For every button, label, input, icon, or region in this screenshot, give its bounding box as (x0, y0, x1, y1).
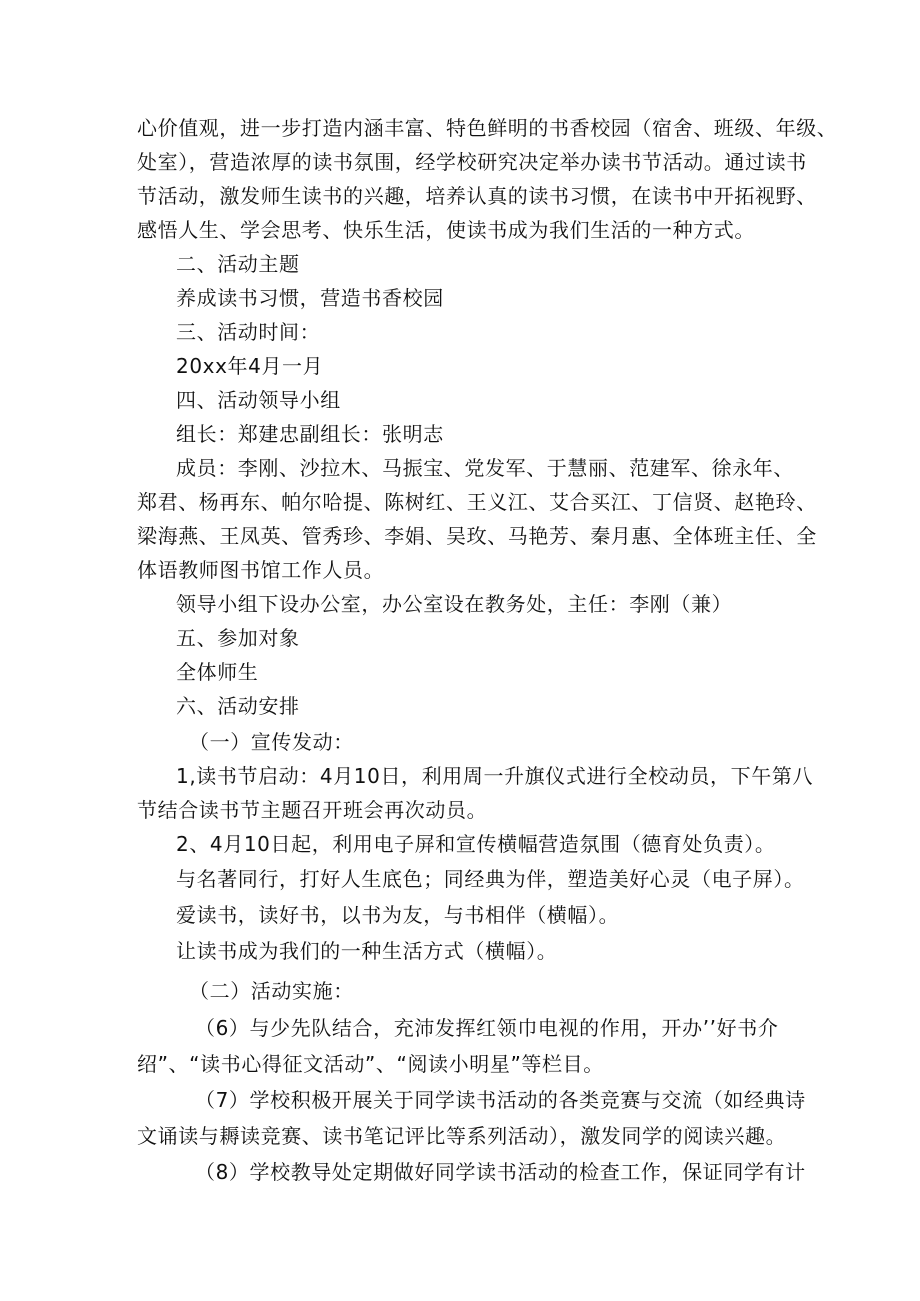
sub2-heading: （二）活动实施： (189, 979, 354, 1003)
slogan-line: 让读书成为我们的一种生活方式（横幅）。 (176, 939, 558, 963)
sub1-heading: （一）宣传发动： (189, 730, 354, 754)
sub1-item1-line: 节结合读书节主题召开班会再次动员。 (137, 798, 488, 822)
intro-line: 处室），营造浓厚的读书氛围，经学校研究决定举办读书节活动。通过读书 (137, 150, 807, 174)
section4-office: 领导小组下设办公室，办公室设在教务处，主任：李刚（兼） (176, 592, 733, 616)
section4-members-line: 成员：李刚、沙拉木、马振宝、党发军、于慧丽、范建军、徐永年、 (176, 456, 794, 480)
section2-heading: 二、活动主题 (176, 252, 300, 276)
intro-line: 心价值观，进一步打造内涵丰富、特色鲜明的书香校园（宿舍、班级、年级、 (137, 116, 838, 140)
section4-leaders: 组长：郑建忠副组长：张明志 (176, 422, 444, 446)
sub2-item6-line: 绍”、“读书心得征文活动”、“阅读小明星”等栏目。 (137, 1052, 604, 1076)
section3-text: 20xx年4月一月 (176, 354, 324, 378)
section3-heading: 三、活动时间： (176, 320, 321, 344)
section4-members-line: 郑君、杨再东、帕尔哈提、陈树红、王义江、艾合买江、丁信贤、赵艳玲、 (137, 490, 817, 514)
sub2-item6-line: （6）与少先队结合，充沛发挥红领巾电视的作用，开办’’好书介 (195, 1016, 779, 1040)
section5-heading: 五、参加对象 (176, 626, 300, 650)
intro-paragraph (137, 111, 838, 247)
section2-text: 养成读书习惯，营造书香校园 (176, 286, 444, 310)
sub1-item1-line: 1,读书节启动：4月10日，利用周一升旗仪式进行全校动员，下午第八 (176, 764, 814, 788)
sub2-item7-line: 文诵读与耨读竞赛、读书笔记评比等系列活动），激发同学的阅读兴趣。 (137, 1124, 787, 1148)
slogan-line: 爱读书，读好书，以书为友，与书相伴（横幅）。 (176, 903, 620, 927)
section4-members-line: 体语教师图书馆工作人员。 (137, 558, 385, 582)
section4-members-line: 梁海燕、王凤英、管秀珍、李娟、吴玫、马艳芳、秦月惠、全体班主任、全 (137, 524, 817, 548)
slogan-line: 与名著同行，打好人生底色；同经典为伴，塑造美好心灵（电子屏）。 (176, 867, 805, 891)
sub2-item7-line: （7）学校积极开展关于同学读书活动的各类竞赛与交流（如经典诗 (195, 1088, 806, 1112)
sections-2-4 (137, 247, 817, 723)
intro-line: 节活动，激发师生读书的兴趣，培养认真的读书习惯，在读书中开拓视野、 (137, 184, 817, 208)
section5-text: 全体师生 (176, 660, 259, 684)
sub1-item2: 2、4月10日起，利用电子屏和宣传横幅营造氛围（德育处负责）。 (176, 832, 776, 856)
intro-line: 感悟人生、学会思考、快乐生活，使读书成为我们生活的一种方式。 (137, 218, 755, 242)
sub2-item8-line: （8）学校教导处定期做好同学读书活动的检查工作，保证同学有计 (195, 1160, 806, 1184)
section4-heading: 四、活动领导小组 (176, 388, 341, 412)
sub1-section (137, 725, 814, 969)
section6-heading: 六、活动安排 (176, 694, 300, 718)
sub2-section (137, 972, 806, 1190)
